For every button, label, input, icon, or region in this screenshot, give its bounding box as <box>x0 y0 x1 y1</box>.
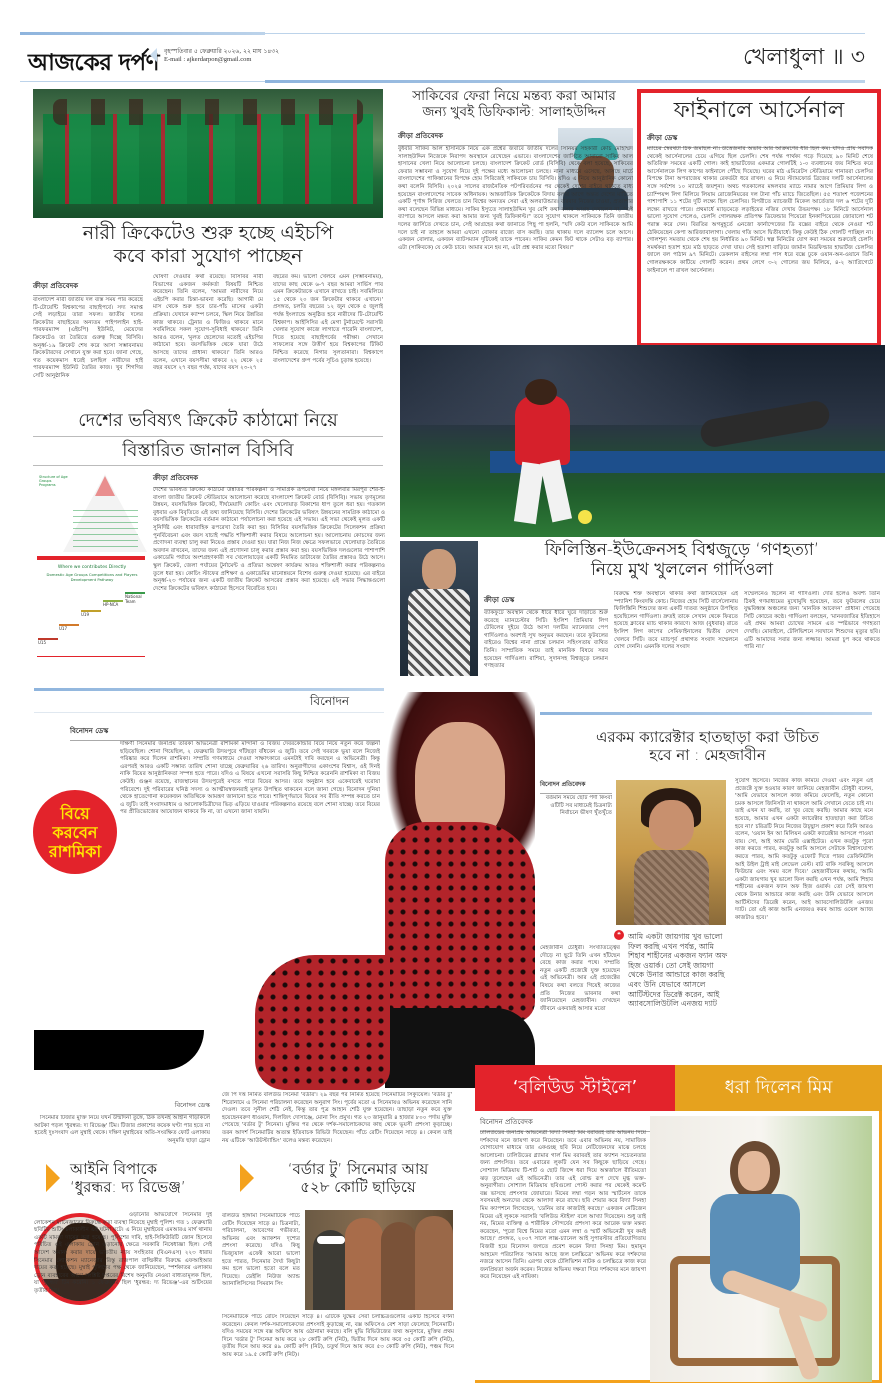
guardiola-headline-line1: ফিলিস্তিন-ইউক্রেনসহ বিশ্বজুড়ে ‘গণহত্যা’ <box>544 540 820 560</box>
bcb-headline-line2: বিস্তারিত জানাল বিসিবি <box>33 437 383 467</box>
border2-body: সিনেমাটিকে পাঁচে রেটিং দিয়েছেন সাড়ে ৪। এটিকে যুদ্ধের সেরা চলচ্চিত্রগুলোর একটি হিসেবে বর্ণনা করেছেন। কেবল দর্শক-সমালোচকদের প্রশংসাই কুড়াচ্ছে না, বক্স অফিসেও বেশ সাড়া ফেলেছে সিনেমাটি। যদিও সময়ের সঙ্গে বক্স অফিসে আয় ওঠানামা করছে। বলি মুভি রিভিউজের তথ্য অনুসারে, মুক্তির প্রথম দিনে 'বর্ডার টু' সিনেমা আয় করে ২৮ কোটি রুপি (নিট), দ্বিতীয় দিনে আয় করে ৩৫ কোটি রুপি (নিট), তৃতীয় দিনে আয় করে ৪৯ কোটি রুপি (নিট), চতুর্থ দিনে আয় করে ৫৩ কোটি রুপি (নিট), পঞ্চম দিনে আয় করে ১৯.৫ কোটি রুপি (নিট)। <box>222 1314 454 1358</box>
bcb-headline-line1: দেশের ভবিষ্যৎ ক্রিকেট কাঠামো নিয়ে <box>33 410 383 437</box>
dhurandhar-headline <box>70 1160 220 1196</box>
dhurandhar-body: ওড়ানোর অভিযোগে সিনেমার দুই লোকেশন ম্যানেজারের বিরুদ্ধে কড়া ব্যবস্থা নিয়েছে মুম্বাই পুলিশ। গত ১ ফেব্রুয়ারি ছবিটির শুটিং চলাকালীন এই ঘটনা ঘটে। এ নিয়ে মুম্বাইয়ের এমআরএ মার্গ থানায় একটি মামলা দায়ের করা হয়েছে। পুলিশের দাবি, হাই-সিকিউরিটি জোন হিসেবে পরিচিত ওই এলাকায় ড্রোন ওড়ানোর ক্ষেত্রে সরকারি নিষেধাজ্ঞা ছিল। সেই আদেশ অমান্য করার দায়ে ভারতীয় ন্যায় সংহিতার (বিএনএস) ২২৩ ধারায় সিনেমার লোকেশন ম্যানেজার রিস্তু রাজপাল বাল্মিকীর বিরুদ্ধে এফআইআর দায়ের করা হয়েছে। মুম্বাই পুলিশের পক্ষ থেকে জানিয়েছেন, স্পর্শকাতর এলাকায় ড্রোন ব্যবহারের আগে সংশ্লিষ্ট দপ্তরের বিশেষ অনুমতি নেওয়া বাধ্যতামূলক ছিল, যা 'ধুরন্ধর' টিম করেনি। ১ ফেব্রুয়ারি ছিল 'ধুরন্ধর: দ্য রিভেঞ্জ'-এর শুটিংয়ের তৃতীয় দিন। <box>34 1212 212 1294</box>
mehazabien-photo <box>616 780 726 925</box>
pathway-step-u15: U15 <box>38 638 58 648</box>
rashmika-dress-lower <box>255 955 390 1090</box>
rashmika-bubble-text: বিয়ে করবেন রাশমিকা <box>48 803 102 861</box>
women-hp-headline-line1: নারী ক্রিকেটেও শুরু হচ্ছে এইচপি <box>82 222 334 244</box>
mim-headline-red-text: ‘বলিউড স্টাইলে’ <box>512 1076 638 1098</box>
mim-body: ঢালিউডের জনপ্রিয় অভিনেত্রী বিদ্যা সিনহা মিম বরাবরই তার অভিনয় দিয়ে দর্শকদের মনে জায়গা করে নিয়েছেন। তবে এবার অভিনয় নয়, সামাজিক যোগাযোগ মাধ্যমে তার একগুচ্ছ ছবি নিয়ে নেটিজেনদের মাঝে চলছে আলোচনা। ঢালিউডের গ্ল্যামার গার্ল মিম বরাবরই তার ফ্যাশন সচেতনতার জন্য প্রশংসিত। তবে এবারের লুকটি যেন সব কিছুকে ছাড়িয়ে গেছে। সোশ্যাল মিডিয়ায় টি-শার্ট ও ছোট জিন্সে ধরা দিয়ে অন্তর্জালে রীতিমতো ঝড় তুলেছেন এই অভিনেত্রী। তার এই বোল্ড রূপ দেখে মুগ্ধ ভক্ত-অনুরাগীরা। সোশ্যাল মিডিয়ায় ছবিগুলো পোস্ট করার পর থেকেই কমেন্ট বক্স ভাসছে প্রশংসার জোয়ারে। মিমের লম্বা গড়ন আর স্মার্টনেস তাকে সবসময়ই অন্যদের থেকে আলাদা করে রাখে। ছবি শেয়ার করে বিদ্যা সিনহা মিম ক্যাপশনে লিখেছেন, 'ডেনিম তার কাজটাই করছে।' একজন নেটিজেন মিমের এই লুককে সরাসরি 'বলিউড স্টাইল' বলে আখ্যা দিয়েছেন। শুধু তাই নয়, মিমের ব্যক্তিত্ব ও শারীরিক সৌন্দর্যের প্রশংসা করে আরেক ভক্ত মন্তব্য করেছেন, 'পুরো বিশ্বে মিমের মতো এমন লম্বা ও স্মার্ট অভিনেত্রী খুব কমই আছে।' প্রসঙ্গত, ২০০৭ সালে লাক্স-চ্যানেল আই সুপারস্টার প্রতিযোগিতায় বিজয়ী হয়ে বিনোদন জগতে প্রবেশ করেন বিদ্যা সিনহা মিম। হুমায়ূন আহমেদ পরিচালিত 'আমার আছে জল চলচ্চিত্রে' অভিনয় করে দর্শকদের নজরে আসেন তিনি। এরপর থেকে টেলিভিশন নাটক ও চলচ্চিত্রে কাজ করে জনপ্রিয়তা অর্জন করেন। নিজের অভিনয় দক্ষতা দিয়ে দর্শকদের মনে জায়গা করে নিয়েছেন এই নায়িকা। <box>480 1130 646 1281</box>
guardiola-photo <box>400 541 478 676</box>
arsenal-match-photo <box>400 345 885 537</box>
shakib-body: বুধবার সাকিব আল হাসানকে নিয়ে এক প্রশ্নের জবাবে জাতীয় দলের সিনিয়র সহকারী কোচ মোহাম্মদ সালাহউদ্দিন নিজেকে নিরাপদ অবস্থানে রেখেছেন এভাবে। বাংলাদেশের জার্সিতে আবারো সাকিব আল হাসানের খেলা নিয়ে আলোচনা চলছে। বাংলাদেশ ক্রিকেট বোর্ড (বিসিবি) থেকে বলা হয়েছে, সাকিবের ফেরার সম্ভাবনা ও সুযোগ নিয়ে দুই পক্ষের মধ্যে আলোচনা চলছে। নানা মাধ্যমে এসেছে, আসছে মার্চে বাংলাদেশের পাকিস্তানের বিপক্ষে হোম সিরিজেই সাকিবকে চায় বিসিবি। যদিও এ নিয়ে আনুষ্ঠানিক কোনো কথা বলেনি বিসিবি। ২০২৪ সালের রাজনৈতিক পটপরিবর্তনের পর থেকেই দেশের বাইরে থাকতে বাধ্য হয়েছেন বাংলাদেশের সাবেক অধিনায়ক। আন্তর্জাতিক ক্রিকেটকে বিদায় বলার আগে অন্তত দেশের মাটিতে একটি পূর্ণাঙ্গ সিরিজ খেলতে চান বিশ্বের অন্যতম সেরা এই অলরাউন্ডার। বারবার নিজের চাওয়া, প্রত্যাশার কথা বলেছেন বিভিন্ন মাধ্যমে। সাকিব ইস্যুতে সালাহউদ্দিন খুব বেশি কথা বলার আগ্রহ দেখালেন না, "এই ব্যাপারে আসলে মন্তব্য করা আমার জন্য খুবই ডিফিকাল্ট।" তবে সুযোগ থাকলে সাকিবকে তিনি জাতীয় দলের জার্সিতে দেখতে চান, সেই আগ্রহের কথা জানাতে পিছু পা হলনি, "যদি কেউ বলে সাকিবকে আমি দলে চাই না তাহলে আমরা এখনো বোকার রাজ্যে বাস করছি। তার থাকায় দলে ব্যালেন্স চলে আসে। একজন বোলার, একজন ব্যাটসম্যান দুটিকেই তাকে পাবেন। সাকিব কেমন ফিট থাকে সেটাও বড় ব্যাপার। এটা (সাকিবকে) যে কেউ চাবে। আমার মনে হয় না, এটা প্রশ্ন করার মতো বিষয়।" <box>398 146 633 251</box>
rashmika-dress <box>385 822 535 1022</box>
guardiola-byline: ক্রীড়া ডেস্ক <box>484 594 608 610</box>
chart-title: Structure of Age Groups Programs <box>39 475 68 487</box>
border2-col: বলিউড হাঙ্গামা সিনেমাটিকে পাঁচে রেটিং দিয়েছেন সাড়ে ৪। চিত্রনাট্য, পরিচালনা, আবেগের গভীরতা, অভিনয় এবং অ্যাকশন দৃশ্যের প্রশংসা করেছে। যদিও কিছু ভিজ্যুয়াল এফেক্ট আরো ভালো হতে পারত, সিনেমার দৈর্ঘ্য কিছুটা কম হলে ভালো হতো বলে মত দিয়েছে। ডেইলি নিউজ অ্যান্ড অ্যানালিসিসের সিমরান সিং <box>222 1213 300 1288</box>
women-hp-byline: ক্রীড়া প্রতিবেদক <box>33 280 143 296</box>
section-page-label: খেলাধুলা ॥ ৩ <box>743 45 865 70</box>
women-hp-headline <box>33 222 383 268</box>
shakib-byline: ক্রীড়া প্রতিবেদক <box>398 130 558 146</box>
football <box>578 510 592 524</box>
pathway-step-u17: U17 <box>59 624 79 634</box>
contact-email[interactable]: E-mail : ajkerdarpon@gmail.com <box>164 56 252 63</box>
dhurandhar-black-panel <box>34 1030 204 1070</box>
rashmika-bubble <box>33 790 117 874</box>
arsenal-byline: ক্রীড়া ডেস্ক <box>647 132 873 148</box>
rashmika-photo <box>385 692 535 1088</box>
guardiola-col3: সম্মেলনেও ছিলেন না গার্দিওলা। দেরি হলেও অবশ্য তিনি ঠিকই গণমাধ্যমের মুখোমুখি হয়েছেন, তবে ফুটবলের চেয়ে যুদ্ধবিধ্বস্ত অঞ্চলের জন্য ‘মানবিক আবেদন’ প্রাধান্য পেয়েছে সিটি কোচের কণ্ঠে। গার্দিওলা বলছেন, ‘মানবজাতির ইতিহাসে এই প্রথম আমরা চোখের সামনে এত স্পষ্টভাবে গণহত্যা দেখছি। মোবাইলে, টেলিভিশনে সবখানে শিশুদের মৃত্যুর ছবি। এটি আমাদের সবার জন্য লজ্জার। আমরা চুপ করে থাকতে পারি না।’ <box>744 591 880 651</box>
dhurandhar-intro: সিনেমার টিজার মুক্তি নিয়ে যখন উন্মাদনা তুঙ্গে, ঠিক তখনই আইনি গাঁড়াকলে আটকা পড়ল 'ধুরন্ধর: দ্য রিভেঞ্জ' টিম। টিজার প্রকাশের কয়েক ঘণ্টা পার হতে না হতেই দুঃসংবাদ এল মুম্বাই থেকে। দক্ষিণ মুম্বাইয়ের অতি-সংরক্ষিত ফোর্ট এলাকায় অনুমতি ছাড়া ড্রোন <box>34 1115 210 1144</box>
women-hp-col1: বাংলাদেশ নারী জাতীয় দল ব্যস্ত সময় পার করেছে টি-টোয়েন্টি বিশ্বকাপের বাছাইপর্বে। সদ্য সমাপ্ত সেই লড়াইয়ে তারা সফল। জাতীয় দলের ক্রিকেটার বাছাইয়ের অন্যতম পাইপলাইন হাই-পারফরম্যান্স (এইচপি) ইউনিট, মেয়েদের ক্রিকেটেও তা তৈরিতে গুরুত্ব দিচ্ছে বিসিবি। অনূর্ধ্ব-১৯ ক্রিকেট শেষ করে আসা সম্ভাবনাময় ক্রিকেটারদের সেখানে যুক্ত করা হবে। জানা গেছে, গত কয়েকমাস ধরেই চলছিল নারীদের হাই পারফরম্যান্স ইউনিট তৈরির কাজ। খুব শিগগির সেটি আনুষ্ঠানিক <box>33 297 143 379</box>
dhurandhar-headline-line1: আইনি বিপাকে <box>70 1160 158 1178</box>
women-hp-headline-line2: কবে কারা সুযোগ পাচ্ছেন <box>113 244 303 267</box>
mehazabien-pull-quote: আমি একটা জায়গায় খুব ভালো ফিল করছি এখন পর্যন্ত, আমি শিহাব শাহীনের একজন ফ্যান অফ হিজ ওয়ার্ক। তো সেই জায়গা থেকে উনার আন্ডারে কাজ করছি এবং উনি যেভাবে আসলে আর্টিস্টদের ডিরেক্ট করেন, আই অ্যাবসোলিউটলি এনজয় দ্যাট <box>628 932 728 1009</box>
mehazabien-col1b: মেহজাবীন চৌধুরী। সংখ্যাতত্ত্বের দৌড়ে না ছুটে তিনি এখন হাঁটছেন বেছে কাজ করার পথে। সম্প্রতি নতুন একটি প্রজেক্টে যুক্ত হয়েছেন এই অভিনেত্রী। আর এই প্রজেক্টের বিষয়ে কথা বলতে গিয়েই কাজের প্রতি নিজের ভাবনার কথা জানিয়েছেন মেহজাবীন। দেখছেন জীবনে একবারই আসার মতো <box>540 945 620 1012</box>
mim-headline-orange <box>675 1065 882 1111</box>
mim-headline-red <box>475 1065 675 1111</box>
pathway-step-national: National Team <box>125 592 145 602</box>
mehazabien-headline <box>540 728 875 764</box>
dhurandhar-chevron-icon <box>46 1164 60 1192</box>
mehazabien-headline-line1: এরকম ক্যারেক্টার হাতছাড়া করা উচিত <box>595 728 820 746</box>
quote-icon: ❝ <box>614 930 624 940</box>
player-red-shirt <box>515 395 570 465</box>
shakib-headline <box>398 88 630 120</box>
border2-poster <box>305 1210 453 1310</box>
women-hp-col2: ঘোষণা দেওয়ার কথা রয়েছে। বিসিবির নারী বিভাগের একজন কর্মকর্তা বিষয়টি নিশ্চিত করেছেন। তিনি বলেন, 'আমরা নারীদের নিয়ে এইচপি করার চিন্তা-ভাবনা করেছি। আগামী মে মাস থেকে শুরু হবে চার-পাঁচ মাসের একটা প্রক্রিয়া। যেখানে ক্যাম্প চলবে, স্কিল নিয়ে উন্নতির কাজ থাকবে। ট্রেনার ও ফিজিও থাকবে মানে সবমিলিয়ে সকল সুযোগ-সুবিধাই থাকবে।' তিনি আরও বলেন, 'মূলত ছেলেদের মতোই এইচপির কাঠামো হবে। বয়সভিত্তিক থেকে যারা উঠে আসছে তাদের প্রাধান্য থাকবে।' তিনি আরও বলেন, এখানে বয়সসীমা থাকবে ২২ থেকে ২৫ বছর বয়সে ২৭ বছর পর্যন্ত, যাদের বয়স ২৩-২৭ <box>153 274 263 372</box>
pyramid-apex <box>95 476 115 496</box>
arsenal-body: ম্যাচের স্বৈরথটা ঠিক জমছিল না। উত্তেজনার অভাব আর আক্রমণের ধার ছিল কম। যদিও প্রায় সবদিক থেকেই আর্সেনালের চেয়ে এগিয়ে ছিল চেলসি। শেষ পর্যন্ত পার্থক্য গড়ে দিয়েছে ৯০ মিনিট শেষে অতিরিক্ত সময়ের একটি গোল। কাই হাভার্টজের একমাত্র গোলটিই ১-০ ব্যবধানের জয় নিশ্চিত করে আর্সেনালকে লিগ কাপের ফাইনালে পৌঁছে দিয়েছে। ঘরের মাঠ এমিরেটস স্টেডিয়ামে গানাররা চেলসির বিপক্ষে টানা অপরাজেয় থাকার রেকর্ডটা ধরে রাখল। এ নিয়ে স্ট্যামফোর্ড ব্রিজের দলটি আর্সেনালের সঙ্গে সর্বশেষ ১০ ম্যাচেই জয়শূন্য। অথচ গতকালের মঙ্গলবার ম্যাচে নামার আগে প্রিমিয়ার লিগ ও চ্যাম্পিয়ন্স লিগ মিলিয়ে লিয়াম রোজেনিয়রের দল টানা পাঁচ ম্যাচে জিতেছিল। ৫৫ শতাংশ পজেশনের পাশাপাশি ১১ শটের দুটি লক্ষ্যে ছিল চেলসির। বিপরীতে ম্যাচজয়ী মিকেল আর্তেতার দল ৬ শটের দুটি লক্ষ্যে রাখতে পারে। প্রথমার্ধে ম্যাড়মেড়ে লড়াইয়ের নজির দেখায় উভয়পক্ষ। ১৮ মিনিটে আর্সেনাল ভালো সুযোগ পেলেও, চেলসি গোলরক্ষক প্রতিপক্ষ ডিফেন্ডার পিয়েরো ইনকাপিয়েরের জোরালো শট পরাস্ত করে দেন। বিরতির অগমুহূর্তে এনজো ফার্নান্দেজের ডি বক্সের বাইরে থেকে নেওয়া শট ঠেকিয়েছেন কেপা আরিজাবালাগা। খেলায় গতি আসে দ্বিতীয়ার্ধে। কিন্তু কেউই ঠিক গোলটি পাচ্ছিল না। গোলশূন্য সমতায় থেকে শেষ হয় নির্ধারিত ৯০ মিনিট। স্বল্প মিনিটের যোগ করা সময়ের শুরুতেই চেলসি সমর্থকরা হতাশ হয়ে মাঠ ছাড়তে দেখা যায়। সেই হতাশা বাড়িয়ে জার্মান মিডফিল্ডার হাভার্টজ চেলসির জালে বল পাঠান ৯৭ মিনিটে। ডেকলান রাইসের লম্বা পাস ধরে বক্সে ঢুকে ওয়ান-অন-ওয়ানে তিনি গোলরক্ষককে কাটিয়ে গোলটি করেন। প্রথম লেগে ৩-২ গোলের জয় মিলিয়ে, ৪-২ অ্যাগ্রিগেটে ফাইনালে পা রাখল আর্সেনাল। <box>647 146 873 274</box>
guardiola-headline-line2: নিয়ে মুখ খুললেন গার্দিওলা <box>590 560 774 581</box>
entertainment-top-rule <box>34 688 384 691</box>
rashmika-body: দক্ষিণী সিনেমার জনপ্রিয় তারকা অভিনেত্রী রাশমিকা মান্দানা ও বিজয় দেবরকোন্ডার বিয়ে নিয়ে নতুন করে জল্পনা ছড়িয়েছিল। শোনা গিয়েছিল, ২ ফেব্রুয়ারি উদয়পুরে গাঁটছড়া বাঁধবেন এ জুটি। তবে সেই খবরকে ভুয়া বলে নিজেই পরিষ্কার করে দিলেন রাশমিকা। সম্প্রতি গণমাধ্যমে দেওয়া সাক্ষাৎকারে এমনটাই দাবি করছেন এ অভিনেত্রী। কিন্তু এরপরই আরও একটি সম্ভাব্য তারিখ শোনা যাচ্ছে ফেব্রুয়ারির ২৬ তারিখ। অনুরাগীদের একাংশের বিশ্বাস, ওই দিনই নাকি বিয়ের আনুষ্ঠানিকতা সম্পন্ন হতে পারে। যদিও এ বিষয়ে এখনো সরাসরি কিছু নিশ্চিত করেননি রাশমিকা বা বিজয় কেউই। গুঞ্জন রয়েছে, রাজস্থানের উদয়পুরেই বসতে পারে বিয়ের আসর। তবে অনুষ্ঠান হবে একেবারেই ঘরোয়া পরিবেশে। দুই পরিবারের ঘনিষ্ঠ সদস্য ও আত্মীয়স্বজনরাই মূলত উপস্থিত থাকবেন বলে জানা গেছে। বিনোদন দুনিয়া থেকে হাতেগোনা কয়েকজন অতিথিকে আমন্ত্রণ জানানো হতে পারে। শান্তিপূর্ণভাবে বিয়ের সব রীতি সম্পন্ন করতে চান এ জুটি। তাই সংবাদমাধ্যম ও আলোকচিত্রীদের ভিড় এড়িয়ে যাওয়ার পরিকল্পনাও রয়েছে বলে শোনা যাচ্ছে। তবে বিয়ের পর প্রীতিভোজের আয়োজন থাকবে কি না, তা এখনো জানা যায়নি। <box>120 741 380 816</box>
border2-intro: জে পি দত্ত নির্মিত বলিউড সিনেমা 'বর্ডার'। ২৯ বছর পর নির্মিত হয়েছে সিনেমাটির সিক্যুয়েল। 'বর্ডার টু' শিরোনামে এ সিনেমা পরিচালনা করেছেন অনুরাগ সিং। পূর্বের মতো এ সিনেমায়ও অভিনয় করেছেন সানি দেওল। তবে সুনীল শেঠি নেই, কিন্তু তার পুত্র আহান শেঠি যুক্ত হয়েছেন। তাছাড়া নতুন করে যুক্ত হয়েছেনবরুণ ধাওয়ান, দিলজিৎ দোসাঞ্জে, মোনা সিং প্রমুখ। গত ২৩ জানুয়ারি ৪ হাজার ৮০০ পর্দায় মুক্তি পেয়েছে 'বর্ডার টু' সিনেমা। মুক্তির পর থেকে দর্শক-সমালোচকদের কাছ থেকে ভূয়সী প্রশংসা কুড়াচ্ছে। তরন আদর্শ সিনেমাটির অত্যন্ত ইতিবাচক রিভিউ দিয়েছেন। পাঁচে রেটিং দিয়েছেন সাড়ে ৪। কেবল তাই নয় এটিকে 'আউটস্ট্যান্ডিং' বলেও মন্তব্য করেছেন। <box>222 1092 452 1144</box>
entertainment-section-label: বিনোদন <box>310 694 350 708</box>
dhurandhar-byline: বিনোদন ডেস্ক <box>110 1100 210 1115</box>
pathway-step-u19: U19 <box>81 610 101 620</box>
bcb-headline <box>33 410 383 466</box>
women-hp-col3: বছরের কম। ভালো খেলবে এমন (সম্ভাবনাময়), যাদের কাছ থেকে ৬-৭ বছর আমরা সার্ভিস পাব এমন ক্রিকেটারকে এখানে রাখতে চাই। সবমিলিয়ে ১৫ থেকে ২০ জন ক্রিকেটার থাকবে এখানে।' প্রসঙ্গত, চলতি বছরের ১২ জুন থেকে ৫ জুলাই পর্যন্ত ইংল্যান্ডে অনুষ্ঠিত হবে নারীদের টি-টোয়েন্টি বিশ্বকাপ। আইসিসির এই মেগা টুর্নামেন্টে সরাসরি খেলার সুযোগ কাজে লাগাতে পারেনি বাংলাদেশ, দিতে হয়েছে বাছাইপর্বের পরীক্ষা। সেখানে সাফল্যের সঙ্গে উত্তীর্ণ হয়ে বিশ্বকাপের টিকিট নিশ্চিত করেছে নিগার সুলতানারা। বিশ্বকাপে বাংলাদেশের গ্রুপ পর্বের সূচিও চূড়ান্ত হয়েছে। <box>273 274 383 364</box>
bcb-byline: ক্রীড়া প্রতিবেদক <box>153 472 385 488</box>
border2-headline <box>258 1160 458 1196</box>
arsenal-headline: ফাইনালে আর্সেনাল <box>673 98 845 123</box>
mehazabien-col3: সুযোগ হিসেবে। নিজের কাজ কমিয়ে দেওয়া এবং নতুন এই প্রজেক্টে যুক্ত হওয়ার কারণ জানিয়ে মেহজাবীন চৌধুরী বলেন, 'আমি যেভাবে আসলে কাজ কমিয়ে ফেলেছি, নতুন কোনো চমক আসলে জিনিসটা না থাকলে আমি সেখানে যেতে চাই না। তাই এখন যা করছি, তা খুব বেছে করছি। আমার কাছে মনে হয়েছে, আমার এখন একটা ক্যারেক্টার হাতছাড়া করা উচিত হবে না।' চরিত্রটি নিয়ে নিজের উচ্ছ্বাস প্রকাশ করে তিনি আরও বলেন, 'ওয়ান ইন আ মিলিয়ন একটা ক্যারেক্টার আসলে পাওয়া যায়। সো, আই অ্যাম ভেরি এক্সাইটেড। এখন কতটুকু পুরো কাজ করতে পারব, কতটুকু আমি আসলে সেটাকে বিশ্বাসযোগ্য করতে পারব, আমি কতটুকু এফোর্ট দিতে পারব ডেফিনিটলি আই উইল ট্রাই মাই লেভেল বেস্ট। বাট বাকি সবকিছু আসলে ফিউচার এবং সময় বলে দিবে।' মেহজাবীনের কথায়, 'আমি একটা জায়গায় খুব ভালো ফিল করছি এখন পর্যন্ত, আমি শিহাব শাহীনের একজন ফ্যান অফ হিজ ওয়ার্ক। তো সেই জায়গা থেকে উনার আন্ডারে কাজ করছি এবং উনি যেভাবে আসলে আর্টিস্টদের ডিরেক্ট করেন, আই অ্যাবসোলিউটলি এনজয় দ্যাট। তো এই কাজ আমি এনজয়ও করব অ্যান্ড ওয়েল অ্যাজ কাজটাও হবে।' <box>735 778 873 921</box>
mehazabien-headline-line2: হবে না : মেহজাবীন <box>649 746 766 764</box>
mim-byline: বিনোদন প্রতিবেদক <box>480 1116 650 1132</box>
guardiola-headline <box>482 540 882 581</box>
guardiola-col1: ব্যাকফুটে অবস্থান থেকে ধীরে ধীরে ঘুরে দাঁড়াতে শুরু করেছে ম্যানচেস্টার সিটি। ইংলিশ প্রিমিয়ার লিগ টেবিলের দুইয়ে উঠে আসা দলটির ম্যানেজার পেপ গার্দিওলাও অবশ্যই সুখ অনুভব করছেন। তবে ফুটবলের বাইরেও বিশ্বের নানা প্রান্তে চলমান সহিংসতায় ব্যথিত তিনি। সাম্প্রতিক সময়ে তাই মানবিক বিষয়ে সরব হয়েছেন গার্দিওলা। রাশিয়া, সুদানসহ বিশ্বজুড়ে চলমান গণহত্যার <box>484 610 608 670</box>
masthead-bottom-thin-rule <box>20 81 265 82</box>
masthead <box>20 30 865 85</box>
mehazabien-col1: বর্তমান সময়ে ছোট পর্দা কিংবা ওটিটি সব মাধ্যমেই চিত্রনাট্য নির্বাচনে ভীষণ খুঁতখুঁতে <box>545 795 612 817</box>
women-cricket-photo <box>33 89 383 218</box>
chart-red-bar <box>37 556 145 560</box>
masthead-bottom-rule <box>265 80 865 83</box>
age-group-structure-chart <box>37 472 147 662</box>
shakib-headline-line1: সাকিবের ফেরা নিয়ে মন্তব্য করা আমার <box>412 88 616 104</box>
border2-headline-line2: ৫২৮ কোটি ছাড়িয়ে <box>300 1178 416 1196</box>
chart-subtitle1: Where we contributes Directly <box>57 565 127 570</box>
logo-arrow-icon <box>150 48 157 62</box>
mehazabien-top-rule <box>540 712 872 715</box>
shakib-headline-line2: জন্য খুবই ডিফিকাল্ট: সালাহউদ্দিন <box>422 104 606 121</box>
border2-chevron-icon <box>240 1164 254 1192</box>
mim-headline-orange-text: ধরা দিলেন মিম <box>724 1076 833 1098</box>
mim-photo <box>650 1116 872 1382</box>
newspaper-logo[interactable]: আজকের দর্পণ <box>28 50 160 76</box>
issue-date: বৃহস্পতিবার ৫ ফেব্রুয়ারি ২০২৬, ২২ মাঘ ১৪৩২ <box>164 48 280 55</box>
pathway-step-hp: HP-NCA <box>103 600 123 610</box>
masthead-top-rule <box>20 32 265 35</box>
border2-headline-line1: ‘বর্ডার টু’ সিনেমার আয় <box>287 1160 429 1178</box>
guardiola-col2: বিরুদ্ধে শক্ত অবস্থানে থাকার কথা জানিয়েছেন এই স্প্যানিশ কিংবদন্তি কোচ। নিজের হোম সিটি বার্সেলোনায় ফিলিস্তিনি শিশুদের জন্য একটি দাতব্য অনুষ্ঠানে উপস্থিত হয়েছিলেন গার্দিওলা। দ্রুতই তাকে সেখান থেকে ফিরতে হয়েছে ক্লাবের ম্যাচ থাকার কারণে। আজ (বুধবার) রাতে ইংলিশ লিগ কাপের সেমিফাইনালের দ্বিতীয় লেগে খেলবে সিটি। তবে ম্যাচপূর্ব প্রথাগত সংবাদ সম্মেলনে যোগ দেননি। এমনকি দলের সংবাদ <box>614 591 738 651</box>
masthead-top-thin-rule <box>265 33 865 34</box>
rashmika-byline: বিনোদন ডেস্ক <box>70 725 380 741</box>
mehazabien-byline: বিনোদন প্রতিবেদক <box>540 779 612 794</box>
chart-subtitle2: Domestic Age Groups Competitions and Players Development Pathway <box>46 572 138 582</box>
dhurandhar-headline-line2: ‘ধুরন্ধর: দ্য রিভেঞ্জ’ <box>70 1178 186 1196</box>
bcb-body: দেশের ভবিষ্যত ক্রিকেট কাঠামো উন্নতির পরিকল্পনা ও সামগ্রিক রূপরেখা নিয়ে মঙ্গলবার মিরপুর শের-ই-বাংলা জাতীয় ক্রিকেট স্টেডিয়ামে আলোচনা করেছে বাংলাদেশ ক্রিকেট বোর্ড (বিসিবি)। সভায় তৃণমূলের উন্নয়ন, বয়সভিত্তিক ক্রিকেট, দীর্ঘমেয়াদি কোচিং এবং খেলোয়াড় বিকাশের ধাপ তুলে ধরা হয়। গতকাল বুধবার এক বিবৃতিতে এই তথ্য জানিয়েছে বিসিবি। দেশের ক্রিকেটের ভবিষ্যৎ উন্নয়নের সামগ্রিক কাঠামো ও বয়সভিত্তিক ক্রিকেটের বর্তমান কাঠামো পর্যালোচনা করা হয়েছে এই সভায়। এই সভা থেকেই মূলত একটি সুনির্দিষ্ট এবং ধারাবাহিক রূপরেখা তৈরি করা হয়। বিসিবির বয়সভিত্তিক ক্রিকেটের সিলেকশন প্রক্রিয়া পুনর্বিবেচনা এবং বয়স যাচাই পদ্ধতি শক্তিশালী করার বিষয়ে আলোচনা হয়। আলোচনায় কোচদের জন্য প্রণোদনা ব্যবস্থা চালু করা নিয়েও প্রস্তাব দেওয়া হয়। যারা নিজ নিজ ক্ষেত্রে সফলভাবে খেলোয়াড় তৈরিতে অবদান রাখবেন, তাদের জন্য এই প্রণোদনা চালু করার প্রস্তাব করা হয়। বয়সভিত্তিক দলগুলোর পাশাপাশি একাডেমি পর্যায়ে অংশগ্রহণকারী সব খেলোয়াড়ের একটি নিয়মিত ডাটাবেজ তৈরির প্রস্তাবও উঠে আসে। স্কুল ক্রিকেট, জেলা পর্যায়ের টুর্নামেন্ট ও প্রতিভা অন্বেষণ কার্যক্রম আরও শক্তিশালী করার পরিকল্পনাও তুলে ধরা হয়। কোচিং স্টাফের প্রশিক্ষণ ও একাডেমির মানোন্নয়নে বিশেষ গুরুত্ব দেওয়া হয়েছে। এর বাইরে অনূর্ধ্ব-২৩ পর্যায়ের জন্য একটি জাতীয় ক্রিকেট আসরের প্রস্তাব করা হয়েছে। এই সভার সিদ্ধান্তগুলো দেশের ক্রিকেটের ভবিষ্যৎ কাঠামো হিসেবে বিবেচিত হবে। <box>153 487 385 592</box>
